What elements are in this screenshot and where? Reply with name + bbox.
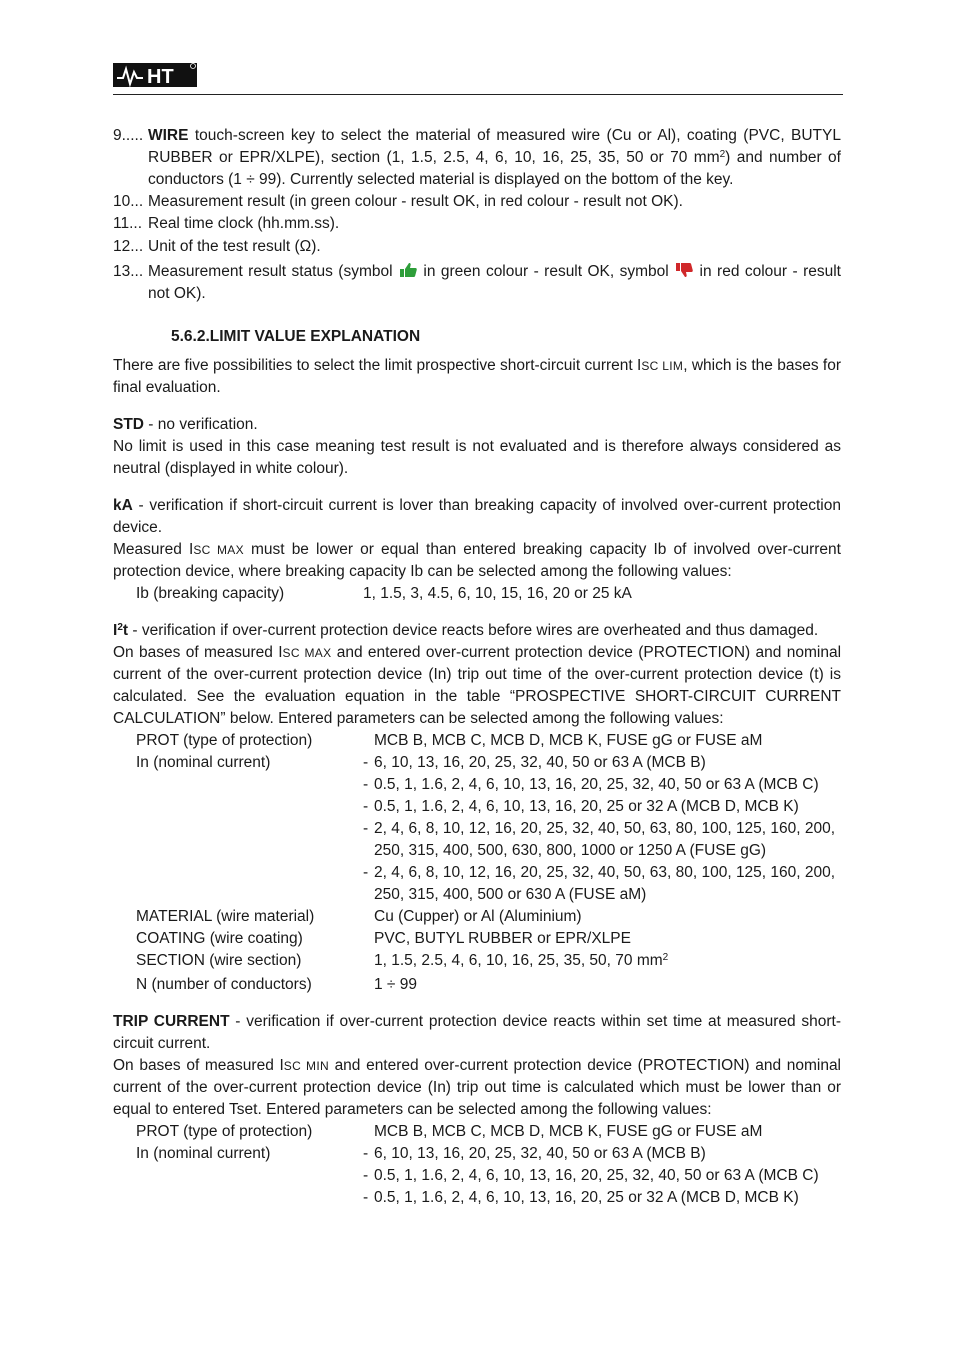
param-row [136, 818, 841, 862]
numbered-list [113, 125, 841, 305]
trip-description [113, 1055, 841, 1121]
text: - no verification. [144, 416, 258, 433]
text: I [113, 622, 118, 639]
item-text: Real time clock (hh.mm.ss). [148, 215, 340, 232]
trip-param-table [136, 1121, 841, 1209]
dash: - [363, 1145, 369, 1162]
param-value: MCB B, MCB C, MCB D, MCB K, FUSE gG or FUSE aM [374, 1123, 763, 1140]
ka-paragraph [113, 495, 841, 539]
param-value: 0.5, 1, 1.6, 2, 4, 6, 10, 13, 16, 20, 25 or 32 A (MCB D, MCB K) [374, 798, 799, 815]
item-number: 9..... [113, 127, 144, 144]
text: , which is the bases for final evaluation. [113, 357, 841, 396]
param-value: 0.5, 1, 1.6, 2, 4, 6, 10, 13, 16, 20, 25 or 32 A (MCB D, MCB K) [374, 1189, 799, 1206]
thumbs-down-icon [674, 262, 694, 278]
item-text: Measurement result status (symbol [148, 263, 398, 280]
text: and entered over-current protection device (PROTECTION) and nominal current of the over-current protection device (In) trip out time of the over-current protection device (t) is calculated. See the evaluation equation in the table “PROSPECTIVE SHORT-CIRCUIT CURRENT CALCULATION” below. Entered parameters can be selected among the following values: [113, 644, 842, 727]
param-row [136, 583, 841, 605]
list-item [113, 236, 841, 258]
param-key: PROT (type of protection) [136, 1123, 313, 1140]
i2t-paragraph [113, 620, 841, 642]
param-key: In (nominal current) [136, 1145, 271, 1162]
section-title: 5.6.2.LIMIT VALUE EXPLANATION [171, 328, 421, 345]
item-text: touch-screen key to select the material of measured wire (Cu or Al), coating (PVC, BUTYL RUBBER or EPR/XLPE), section (1, 1.5, 2.5, 4, 6, 10, 16, 25, 35, 50 or 70 mm [148, 127, 841, 166]
dash: - [363, 776, 369, 793]
list-item [113, 191, 841, 213]
param-value: 0.5, 1, 1.6, 2, 4, 6, 10, 13, 16, 20, 25, 32, 40, 50 or 63 A (MCB C) [374, 1167, 819, 1184]
text: - verification if over-current protection device reacts within set time at measured short-circuit current. [113, 1013, 842, 1052]
param-value: 1 ÷ 99 [374, 976, 417, 993]
i2t-label [113, 622, 128, 639]
param-key: PROT (type of protection) [136, 732, 313, 749]
thumbs-up-icon [398, 262, 418, 278]
superscript: 2 [117, 622, 123, 633]
superscript: 2 [662, 952, 669, 963]
param-value: 2, 4, 6, 8, 10, 12, 16, 20, 25, 32, 40, 50, 63, 80, 100, 125, 160, 200, 250, 315, 400, 500 or 630 A (FUSE aM) [374, 864, 836, 903]
param-key: COATING (wire coating) [136, 930, 303, 947]
text: - verification if short-circuit current is lover than breaking capacity of involved over-current protection device. [113, 497, 841, 536]
param-row [136, 1165, 841, 1187]
item-number: 11... [113, 215, 143, 232]
param-row [136, 752, 841, 774]
param-row [136, 730, 841, 752]
item-number: 12... [113, 238, 144, 255]
param-row [136, 796, 841, 818]
item-text: Measurement result (in green colour - result OK, in red colour - result not OK). [148, 193, 683, 210]
param-key: SECTION (wire section) [136, 952, 302, 969]
param-row [136, 862, 841, 906]
param-key: In (nominal current) [136, 754, 271, 771]
item-text: in green colour - result OK, symbol [417, 263, 675, 280]
ka-param-table [136, 583, 841, 605]
ka-description [113, 539, 841, 583]
item-number: 13... [113, 263, 144, 280]
param-row [136, 1143, 841, 1165]
item-text: ) and number of conductors (1 ÷ 99). Currently selected material is displayed on the bottom of the key. [148, 149, 841, 188]
text: On bases of measured I [113, 1057, 284, 1074]
param-row [136, 950, 841, 972]
i2t-description [113, 642, 841, 730]
std-label: STD [113, 416, 144, 433]
item-text: Unit of the test result (Ω). [148, 238, 321, 255]
list-item [113, 261, 841, 305]
subscript: SC LIM [641, 359, 684, 373]
param-value: 2, 4, 6, 8, 10, 12, 16, 20, 25, 32, 40, 50, 63, 80, 100, 125, 160, 200, 250, 315, 400, 500, 630, 800, 1000 or 1250 A (FUSE gG) [374, 820, 836, 859]
param-row [136, 774, 841, 796]
param-row [136, 1187, 841, 1209]
list-item [113, 125, 841, 191]
text: Measured I [113, 541, 194, 558]
param-value: 1, 1.5, 3, 4.5, 6, 10, 15, 16, 20 or 25 kA [363, 585, 632, 602]
logo-text: HT [147, 66, 174, 88]
param-value: MCB B, MCB C, MCB D, MCB K, FUSE gG or FUSE aM [374, 732, 763, 749]
ht-logo [113, 60, 197, 88]
text: On bases of measured I [113, 644, 283, 661]
item-number: 10... [113, 193, 144, 210]
std-paragraph [113, 414, 841, 436]
dash: - [363, 798, 369, 815]
param-key: N (number of conductors) [136, 976, 312, 993]
param-key: Ib (breaking capacity) [136, 585, 285, 602]
param-row [136, 974, 841, 996]
dash: - [363, 1189, 369, 1206]
std-description: No limit is used in this case meaning test result is not evaluated and is therefore always considered as neutral (displayed in white colour). [113, 438, 841, 477]
dash: - [363, 864, 369, 881]
text: and entered over-current protection device (PROTECTION) and nominal current of the over-current protection device (In) trip out time is calculated which must be lower than or equal to entered Tset. Entered parameters can be selected among the following values: [113, 1057, 842, 1118]
text: 1, 1.5, 2.5, 4, 6, 10, 16, 25, 35, 50, 70 mm [374, 952, 663, 969]
item-bold: WIRE [148, 127, 189, 144]
trip-paragraph [113, 1011, 841, 1055]
text: t [122, 622, 129, 639]
dash: - [363, 820, 369, 837]
superscript: 2 [719, 149, 726, 160]
header-rule [113, 94, 843, 95]
param-row [136, 928, 841, 950]
trip-label: TRIP CURRENT [113, 1013, 230, 1030]
subscript: SC MAX [193, 543, 244, 557]
param-value: Cu (Cupper) or Al (Aluminium) [374, 908, 582, 925]
text: - verification if over-current protection device reacts before wires are overheated and thus damaged. [128, 622, 819, 639]
item-text: in red colour - result not OK). [148, 263, 841, 302]
i2t-param-table [136, 730, 841, 996]
param-value [363, 950, 841, 972]
subscript: SC MAX [282, 646, 332, 660]
param-value: 6, 10, 13, 16, 20, 25, 32, 40, 50 or 63 A (MCB B) [374, 1145, 706, 1162]
dash: - [363, 1167, 369, 1184]
page-content [113, 125, 841, 1209]
ka-label: kA [113, 497, 133, 514]
param-row [136, 906, 841, 928]
intro-paragraph [113, 355, 841, 399]
text: There are five possibilities to select the limit prospective short-circuit current I [113, 357, 642, 374]
param-value: 0.5, 1, 1.6, 2, 4, 6, 10, 13, 16, 20, 25, 32, 40, 50 or 63 A (MCB C) [374, 776, 819, 793]
param-row [136, 1121, 841, 1143]
dash: - [363, 754, 369, 771]
param-key: MATERIAL (wire material) [136, 908, 315, 925]
list-item [113, 213, 841, 235]
param-value: PVC, BUTYL RUBBER or EPR/XLPE [374, 930, 631, 947]
text: must be lower or equal than entered breaking capacity Ib of involved over-current protection device, where breaking capacity Ib can be selected among the following values: [113, 541, 841, 580]
param-value: 6, 10, 13, 16, 20, 25, 32, 40, 50 or 63 A (MCB B) [374, 754, 706, 771]
subscript: SC MIN [283, 1059, 329, 1073]
